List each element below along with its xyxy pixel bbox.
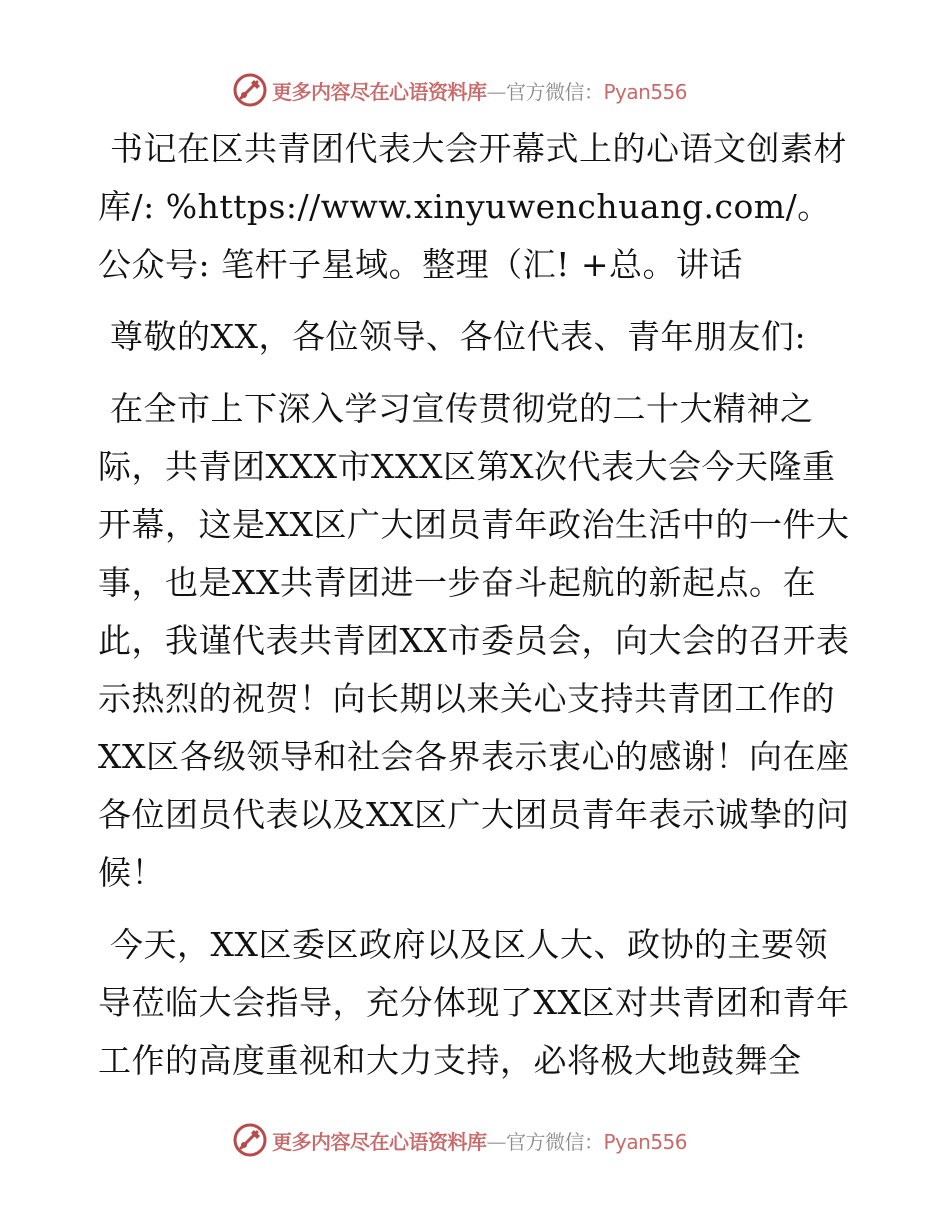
logo-icon — [232, 72, 268, 108]
paragraph-title: 书记在区共青团代表大会开幕式上的心语文创素材库/: %https://www.xinyuwenchuang.com/。公众号: 笔杆子星域。整理（汇! +总。讲话 — [98, 129, 847, 284]
banner-text — [272, 1126, 687, 1155]
paragraph-today: 今天，XX区委区政府以及区人大、政协的主要领导莅临大会指导，充分体现了XX区对共青团和青年工作的高度重视和大力支持，必将极大地鼓舞全 — [98, 925, 850, 1080]
banner-brand: 更多内容尽在心语资料库 — [272, 79, 487, 104]
document-body — [98, 120, 858, 1104]
banner-label: 官方微信： — [506, 79, 604, 104]
header-banner — [232, 70, 687, 110]
banner-brand: 更多内容尽在心语资料库 — [272, 1129, 487, 1154]
footer-banner — [232, 1120, 687, 1160]
logo-icon — [232, 1122, 268, 1158]
banner-text — [272, 76, 687, 105]
banner-label: 官方微信： — [506, 1129, 604, 1154]
banner-separator: — — [486, 1129, 506, 1154]
paragraph-opening: 在全市上下深入学习宣传贯彻党的二十大精神之际，共青团XXX市XXX区第X次代表大会今天隆重开幕，这是XX区广大团员青年政治生活中的一件大事，也是XX共青团进一步奋斗起航的新起点。在此，我谨代表共青团XX市委员会，向大会的召开表示热烈的祝贺！向长期以来关心支持共青团工作的XX区各级领导和社会各界表示衷心的感谢！向在座各位团员代表以及XX区广大团员青年表示诚挚的问候！ — [98, 389, 850, 892]
banner-separator: — — [486, 79, 506, 104]
paragraph-salutation: 尊敬的XX，各位领导、各位代表、青年朋友们: — [110, 317, 807, 356]
banner-wechat-id: Pyan556 — [603, 79, 688, 104]
banner-wechat-id: Pyan556 — [603, 1129, 688, 1154]
